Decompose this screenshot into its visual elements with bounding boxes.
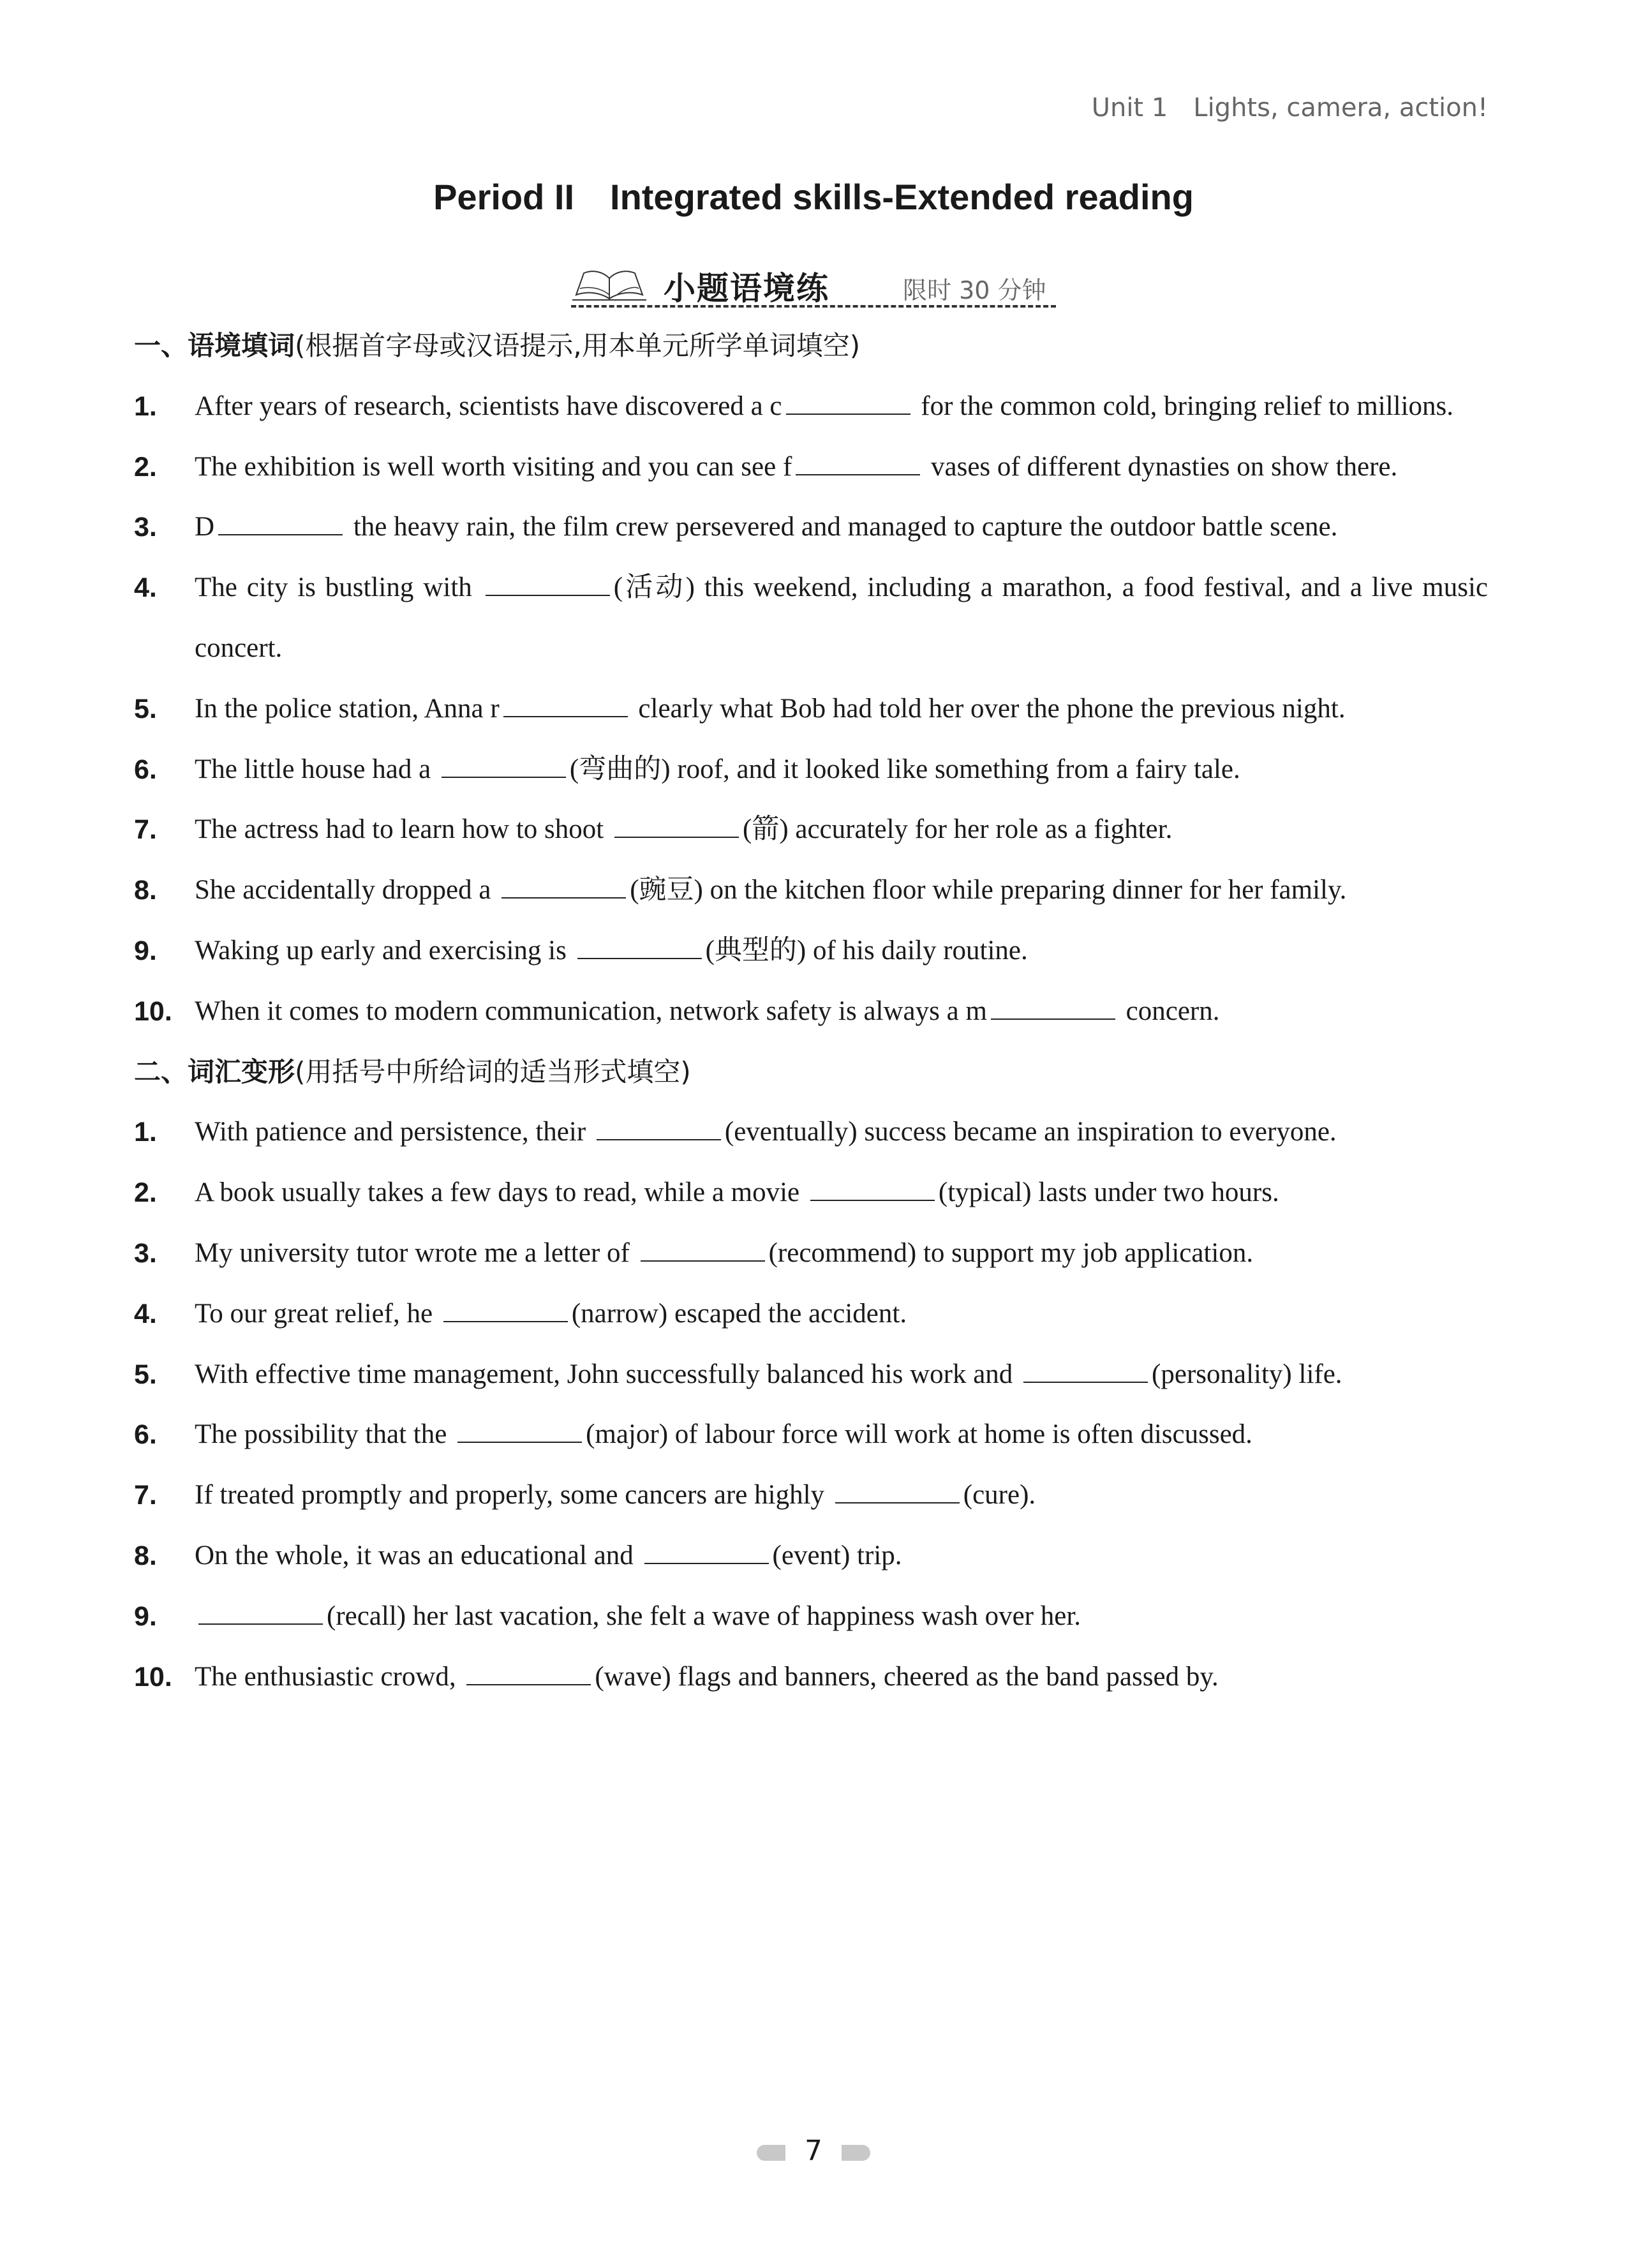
question-item xyxy=(134,981,1488,1042)
question-text: (typical) lasts under two hours. xyxy=(938,1177,1279,1208)
question-item xyxy=(134,679,1488,740)
question-number: 10. xyxy=(134,996,172,1027)
page-title xyxy=(0,176,1627,218)
question-text: In the police station, Anna r xyxy=(195,693,500,724)
question-item xyxy=(134,1405,1488,1465)
answer-blank[interactable] xyxy=(991,999,1115,1020)
question-text: (event) trip. xyxy=(772,1540,902,1570)
question-item xyxy=(134,377,1488,437)
question-number: 3. xyxy=(134,512,157,543)
question-text: concern. xyxy=(1118,996,1220,1026)
question-text: The enthusiastic crowd, xyxy=(195,1661,463,1692)
answer-blank[interactable] xyxy=(457,1422,582,1443)
section-title: 二、词汇变形 xyxy=(134,1056,295,1087)
question-item xyxy=(134,1163,1488,1223)
section-heading xyxy=(134,1042,1488,1103)
question-number: 4. xyxy=(134,1298,157,1329)
question-item xyxy=(134,740,1488,800)
running-header xyxy=(1092,93,1488,123)
lesson-name: Integrated skills-Extended reading xyxy=(610,177,1194,217)
question-item xyxy=(134,1223,1488,1284)
question-text: The actress had to learn how to shoot xyxy=(195,814,611,845)
question-text: (wave) flags and banners, cheered as the band passed by. xyxy=(595,1661,1219,1692)
question-item xyxy=(134,558,1488,679)
answer-blank[interactable] xyxy=(486,576,610,596)
question-number: 7. xyxy=(134,1480,157,1511)
answer-blank[interactable] xyxy=(503,697,628,717)
question-text: The little house had a xyxy=(195,754,438,784)
question-number: 8. xyxy=(134,1540,157,1571)
question-item xyxy=(134,1465,1488,1526)
question-item xyxy=(134,1284,1488,1345)
answer-blank[interactable] xyxy=(1023,1362,1148,1383)
question-number: 3. xyxy=(134,1237,157,1269)
question-text: (弯曲的) roof, and it looked like something from a fairy tale. xyxy=(569,754,1240,784)
question-text: She accidentally dropped a xyxy=(195,875,498,906)
question-item xyxy=(134,1526,1488,1586)
question-text: vases of different dynasties on show there. xyxy=(924,451,1398,482)
question-text: Waking up early and exercising is xyxy=(195,935,574,966)
question-number: 9. xyxy=(134,935,157,966)
question-text: (narrow) escaped the accident. xyxy=(571,1298,907,1329)
answer-blank[interactable] xyxy=(597,1120,721,1140)
question-number: 9. xyxy=(134,1600,157,1632)
answer-blank[interactable] xyxy=(810,1181,935,1201)
question-text: (personality) life. xyxy=(1152,1359,1342,1389)
question-item xyxy=(134,1345,1488,1405)
answer-blank[interactable] xyxy=(442,757,566,778)
question-number: 4. xyxy=(134,572,157,604)
exercise-banner xyxy=(571,263,1056,308)
exercise-content xyxy=(134,316,1488,1707)
question-number: 8. xyxy=(134,875,157,906)
question-text: (major) of labour force will work at home is often discussed. xyxy=(586,1419,1252,1450)
answer-blank[interactable] xyxy=(501,878,626,899)
question-number: 7. xyxy=(134,814,157,846)
section-instruction: (用括号中所给词的适当形式填空) xyxy=(295,1056,691,1087)
question-item xyxy=(134,800,1488,860)
open-book-icon xyxy=(571,268,648,303)
question-item xyxy=(134,921,1488,981)
question-text: (eventually) success became an inspiration to everyone. xyxy=(724,1117,1337,1147)
question-text: The city is bustling with xyxy=(195,572,482,603)
question-text: With patience and persistence, their xyxy=(195,1117,593,1147)
question-number: 1. xyxy=(134,391,157,422)
unit-title: Lights, camera, action! xyxy=(1193,93,1488,123)
question-item xyxy=(134,860,1488,921)
question-text: (典型的) of his daily routine. xyxy=(705,935,1028,966)
banner-label: 小题语境练 xyxy=(664,270,829,307)
answer-blank[interactable] xyxy=(614,817,739,838)
page-pill-left xyxy=(757,2145,785,2161)
answer-blank[interactable] xyxy=(835,1483,960,1503)
question-text: If treated promptly and properly, some cancers are highly xyxy=(195,1480,831,1511)
answer-blank[interactable] xyxy=(644,1544,769,1564)
question-number: 6. xyxy=(134,1419,157,1451)
question-number: 10. xyxy=(134,1661,172,1692)
question-number: 6. xyxy=(134,754,157,785)
question-number: 2. xyxy=(134,451,157,482)
question-text: After years of research, scientists have discovered a c xyxy=(195,391,782,421)
question-item xyxy=(134,1102,1488,1163)
question-number: 1. xyxy=(134,1117,157,1148)
answer-blank[interactable] xyxy=(786,394,910,415)
question-text: My university tutor wrote me a letter of xyxy=(195,1237,637,1268)
answer-blank[interactable] xyxy=(796,455,920,475)
time-limit: 限时 30 分钟 xyxy=(903,276,1046,304)
page-footer xyxy=(0,2135,1627,2167)
question-text: To our great relief, he xyxy=(195,1298,440,1329)
question-text: (豌豆) on the kitchen floor while preparing dinner for her family. xyxy=(630,875,1347,906)
question-text: (recall) her last vacation, she felt a wave of happiness wash over her. xyxy=(327,1600,1081,1631)
question-number: 2. xyxy=(134,1177,157,1209)
section-title: 一、语境填词 xyxy=(134,330,295,361)
question-text: the heavy rain, the film crew persevered and managed to capture the outdoor battle scene. xyxy=(346,512,1338,542)
question-text: D xyxy=(195,512,215,542)
question-text: for the common cold, bringing relief to millions. xyxy=(914,391,1454,421)
question-text: When it comes to modern communication, network safety is always a m xyxy=(195,996,987,1026)
question-number: 5. xyxy=(134,1359,157,1390)
answer-blank[interactable] xyxy=(218,515,343,535)
question-text: On the whole, it was an educational and xyxy=(195,1540,641,1570)
question-number: 5. xyxy=(134,693,157,724)
question-text: (recommend) to support my job application. xyxy=(768,1237,1254,1268)
question-text: A book usually takes a few days to read, while a movie xyxy=(195,1177,806,1208)
page-pill-right xyxy=(842,2145,870,2161)
question-text: (箭) accurately for her role as a fighter. xyxy=(743,814,1173,845)
section-heading xyxy=(134,316,1488,377)
question-item xyxy=(134,437,1488,498)
question-item xyxy=(134,1647,1488,1708)
answer-blank[interactable] xyxy=(466,1665,591,1685)
question-text: The exhibition is well worth visiting and you can see f xyxy=(195,451,792,482)
answer-blank[interactable] xyxy=(443,1302,568,1322)
answer-blank[interactable] xyxy=(198,1604,323,1625)
question-text: clearly what Bob had told her over the phone the previous night. xyxy=(631,693,1346,724)
question-item xyxy=(134,1586,1488,1647)
answer-blank[interactable] xyxy=(577,939,702,959)
question-text: With effective time management, John successfully balanced his work and xyxy=(195,1359,1020,1389)
question-text: (活动) this weekend, including a marathon, a food festival, and a live music concert. xyxy=(195,572,1488,663)
question-text: The possibility that the xyxy=(195,1419,454,1450)
question-text: (cure). xyxy=(963,1480,1036,1511)
section-instruction: (根据首字母或汉语提示,用本单元所学单词填空) xyxy=(295,330,861,361)
question-item xyxy=(134,497,1488,558)
page-number: 7 xyxy=(805,2135,822,2167)
period-label: Period II xyxy=(433,177,575,217)
answer-blank[interactable] xyxy=(641,1241,765,1262)
unit-label: Unit 1 xyxy=(1091,93,1168,123)
